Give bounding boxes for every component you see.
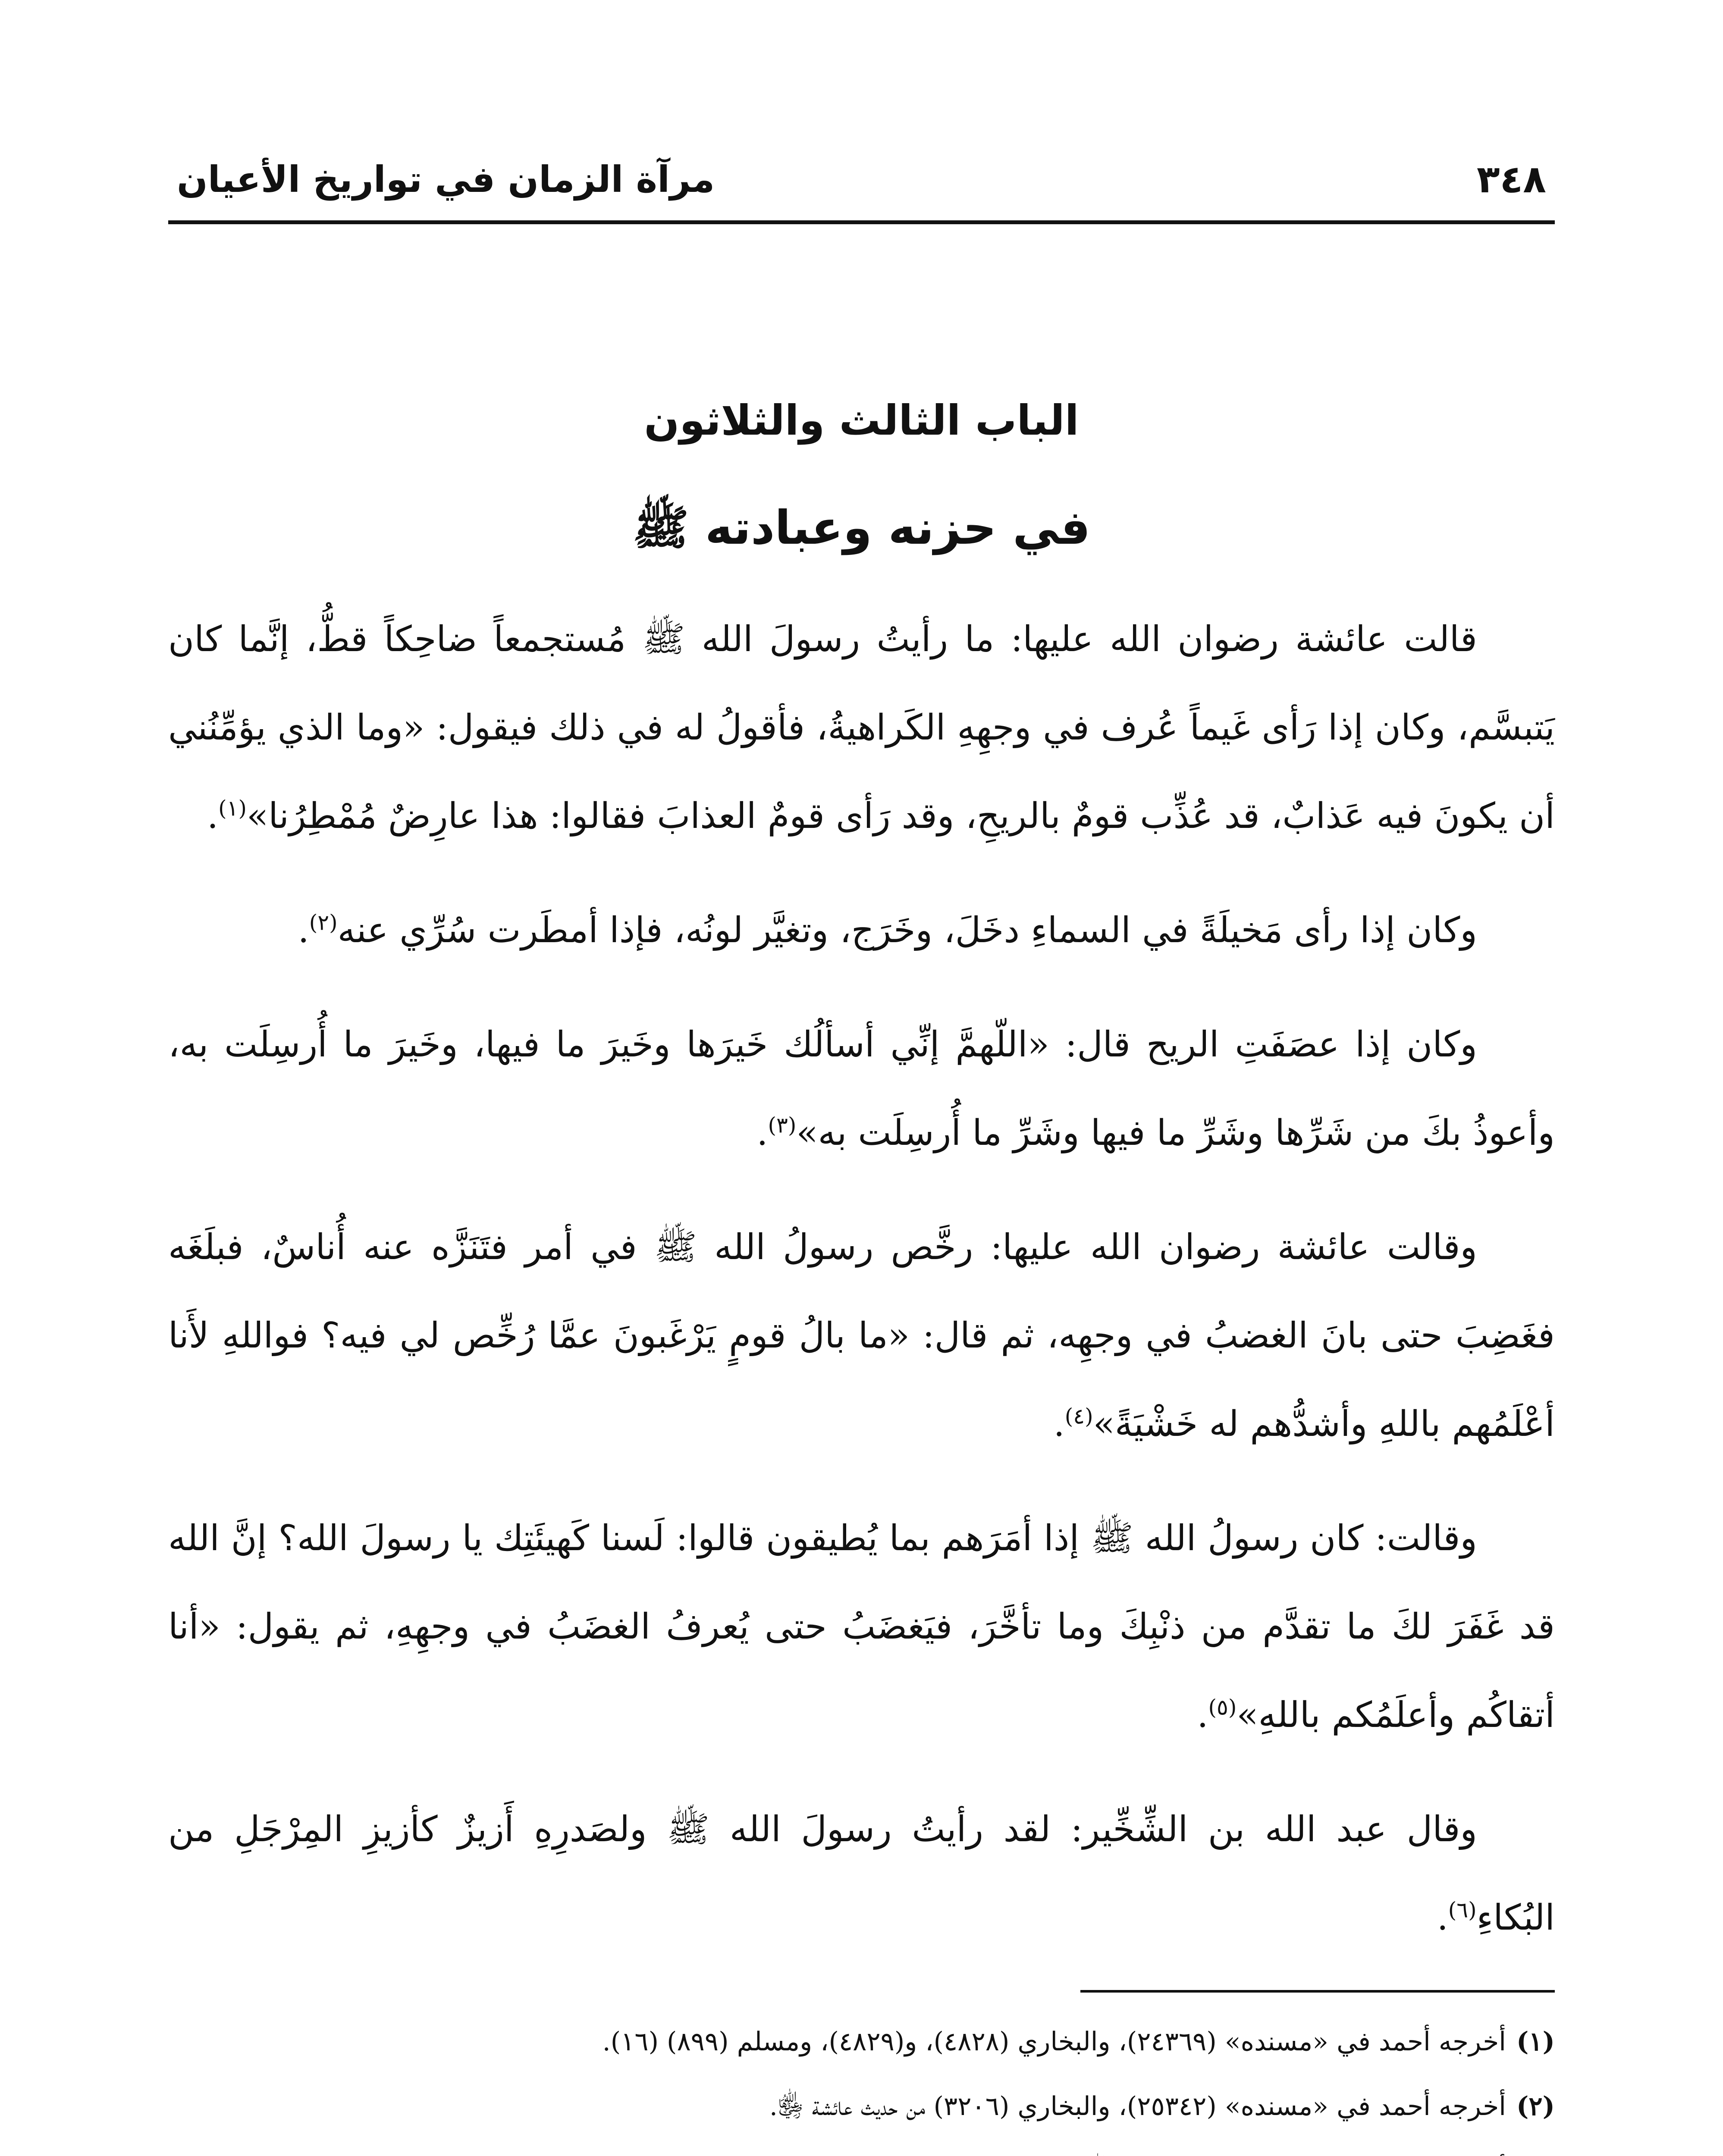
running-header	[168, 142, 1555, 224]
footnote-ref[interactable]: (٣)	[768, 1112, 797, 1138]
footnote-number: (٢)	[1516, 2091, 1555, 2122]
footnote-text: أخرجه أحمد في «مسنده» (٢٥٣٤٢)، والبخاري (٣٢٠٦) من حديث عائشة ﵂.	[769, 2091, 1506, 2122]
footnote-ref[interactable]: (٤)	[1064, 1404, 1093, 1429]
footnote-ref[interactable]: (١)	[218, 796, 247, 821]
footnote-ref[interactable]: (٢)	[309, 910, 338, 935]
paragraph-text: قالت عائشة رضوان الله عليها: ما رأيتُ رسولَ الله ﷺ مُستجمعاً ضاحِكاً قطُّ، إنَّما كان يَتبسَّم، وكان إذا رَأى غَيماً عُرف في وجهِهِ الكَراهيةُ، فأقولُ له في ذلك فيقول: «وما الذي يؤمِّنُني أن يكونَ فيه عَذابٌ، قد عُذِّب قومٌ بالريحِ، وقد رَأى قومٌ العذابَ فقالوا: هذا عارِضٌ مُمْطِرُنا»	[168, 619, 1555, 837]
footnotes-list	[168, 2009, 1555, 2156]
chapter-heading	[168, 388, 1555, 565]
paragraph	[168, 886, 1555, 975]
paragraph	[168, 1203, 1555, 1468]
footnote-divider	[1080, 1990, 1555, 1993]
book-title: مرآة الزمان في تواريخ الأعيان	[177, 158, 715, 201]
paragraph-text: وكان إذا عصَفَتِ الريح قال: «اللّهمَّ إنِّي أسألُك خَيرَها وخَيرَ ما فيها، وخَيرَ ما أُرسِلَت به، وأعوذُ بكَ من شَرِّها وشَرِّ ما فيها وشَرِّ ما أُرسِلَت به»	[168, 1024, 1555, 1153]
paragraph-text: وقالت عائشة رضوان الله عليها: رخَّص رسولُ الله ﷺ في أمر فتَنَزَّه عنه أُناسٌ، فبلَغَه فغَضِبَ حتى بانَ الغضبُ في وجهِه، ثم قال: «ما بالُ قومٍ يَرْغَبونَ عمَّا رُخِّص لي فيه؟ فواللهِ لأَنا أعْلَمُهم باللهِ وأشدُّهم له خَشْيَةً»	[168, 1227, 1555, 1445]
paragraph-text: وكان إذا رأى مَخيلَةً في السماءِ دخَلَ، وخَرَج، وتغيَّر لونُه، فإذا أمطَرت سُرِّي عنه	[337, 910, 1477, 951]
footnote-text	[1077, 2139, 1506, 2156]
chapter-title: الباب الثالث والثلاثون	[644, 396, 1079, 445]
paragraph-text: وقال عبد الله بن الشِّخِّير: لقد رأيتُ رسولَ الله ﷺ ولصَدرِهِ أَزيزٌ كأزيزِ المِرْجَلِ من البُكاءِ	[168, 1809, 1555, 1938]
paragraph	[168, 1000, 1555, 1177]
footnote-number	[1516, 2139, 1555, 2156]
footnote-number: (١)	[1516, 2027, 1555, 2057]
paragraph	[168, 595, 1555, 860]
footnote	[168, 2139, 1555, 2156]
footnote-ref[interactable]: (٦)	[1448, 1897, 1477, 1923]
footnote-text: أخرجه أحمد في «مسنده» (٢٤٣٦٩)، والبخاري (٤٨٢٨)، و(٤٨٢٩)، ومسلم (٨٩٩) (١٦).	[602, 2027, 1506, 2057]
paragraph	[168, 1494, 1555, 1759]
paragraph-end: .	[756, 1112, 768, 1153]
paragraph-end: .	[1197, 1695, 1208, 1736]
paragraph-end: .	[207, 796, 219, 837]
footnote	[168, 2074, 1555, 2139]
body-text	[168, 595, 1555, 1988]
chapter-subtitle: في حزنه وعبادته ﷺ	[632, 501, 1091, 555]
paragraph-end: .	[1053, 1404, 1065, 1445]
paragraph-end: .	[1437, 1897, 1448, 1938]
paragraph-text: وقالت: كان رسولُ الله ﷺ إذا أمَرَهم بما يُطيقون قالوا: لَسنا كَهيئَتِك يا رسولَ الله؟ إنَّ الله قد غَفَرَ لكَ ما تقدَّم من ذنْبِكَ وما تأخَّرَ، فيَغضَبُ حتى يُعرفُ الغضَبُ في وجهِهِ، ثم يقول: «أنا أتقاكُم وأعلَمُكم باللهِ»	[168, 1518, 1555, 1736]
footnote-ref[interactable]: (٥)	[1208, 1695, 1237, 1720]
paragraph-end: .	[298, 910, 309, 951]
page-number: ٣٤٨	[1476, 157, 1546, 201]
footnote	[168, 2009, 1555, 2074]
paragraph	[168, 1785, 1555, 1962]
